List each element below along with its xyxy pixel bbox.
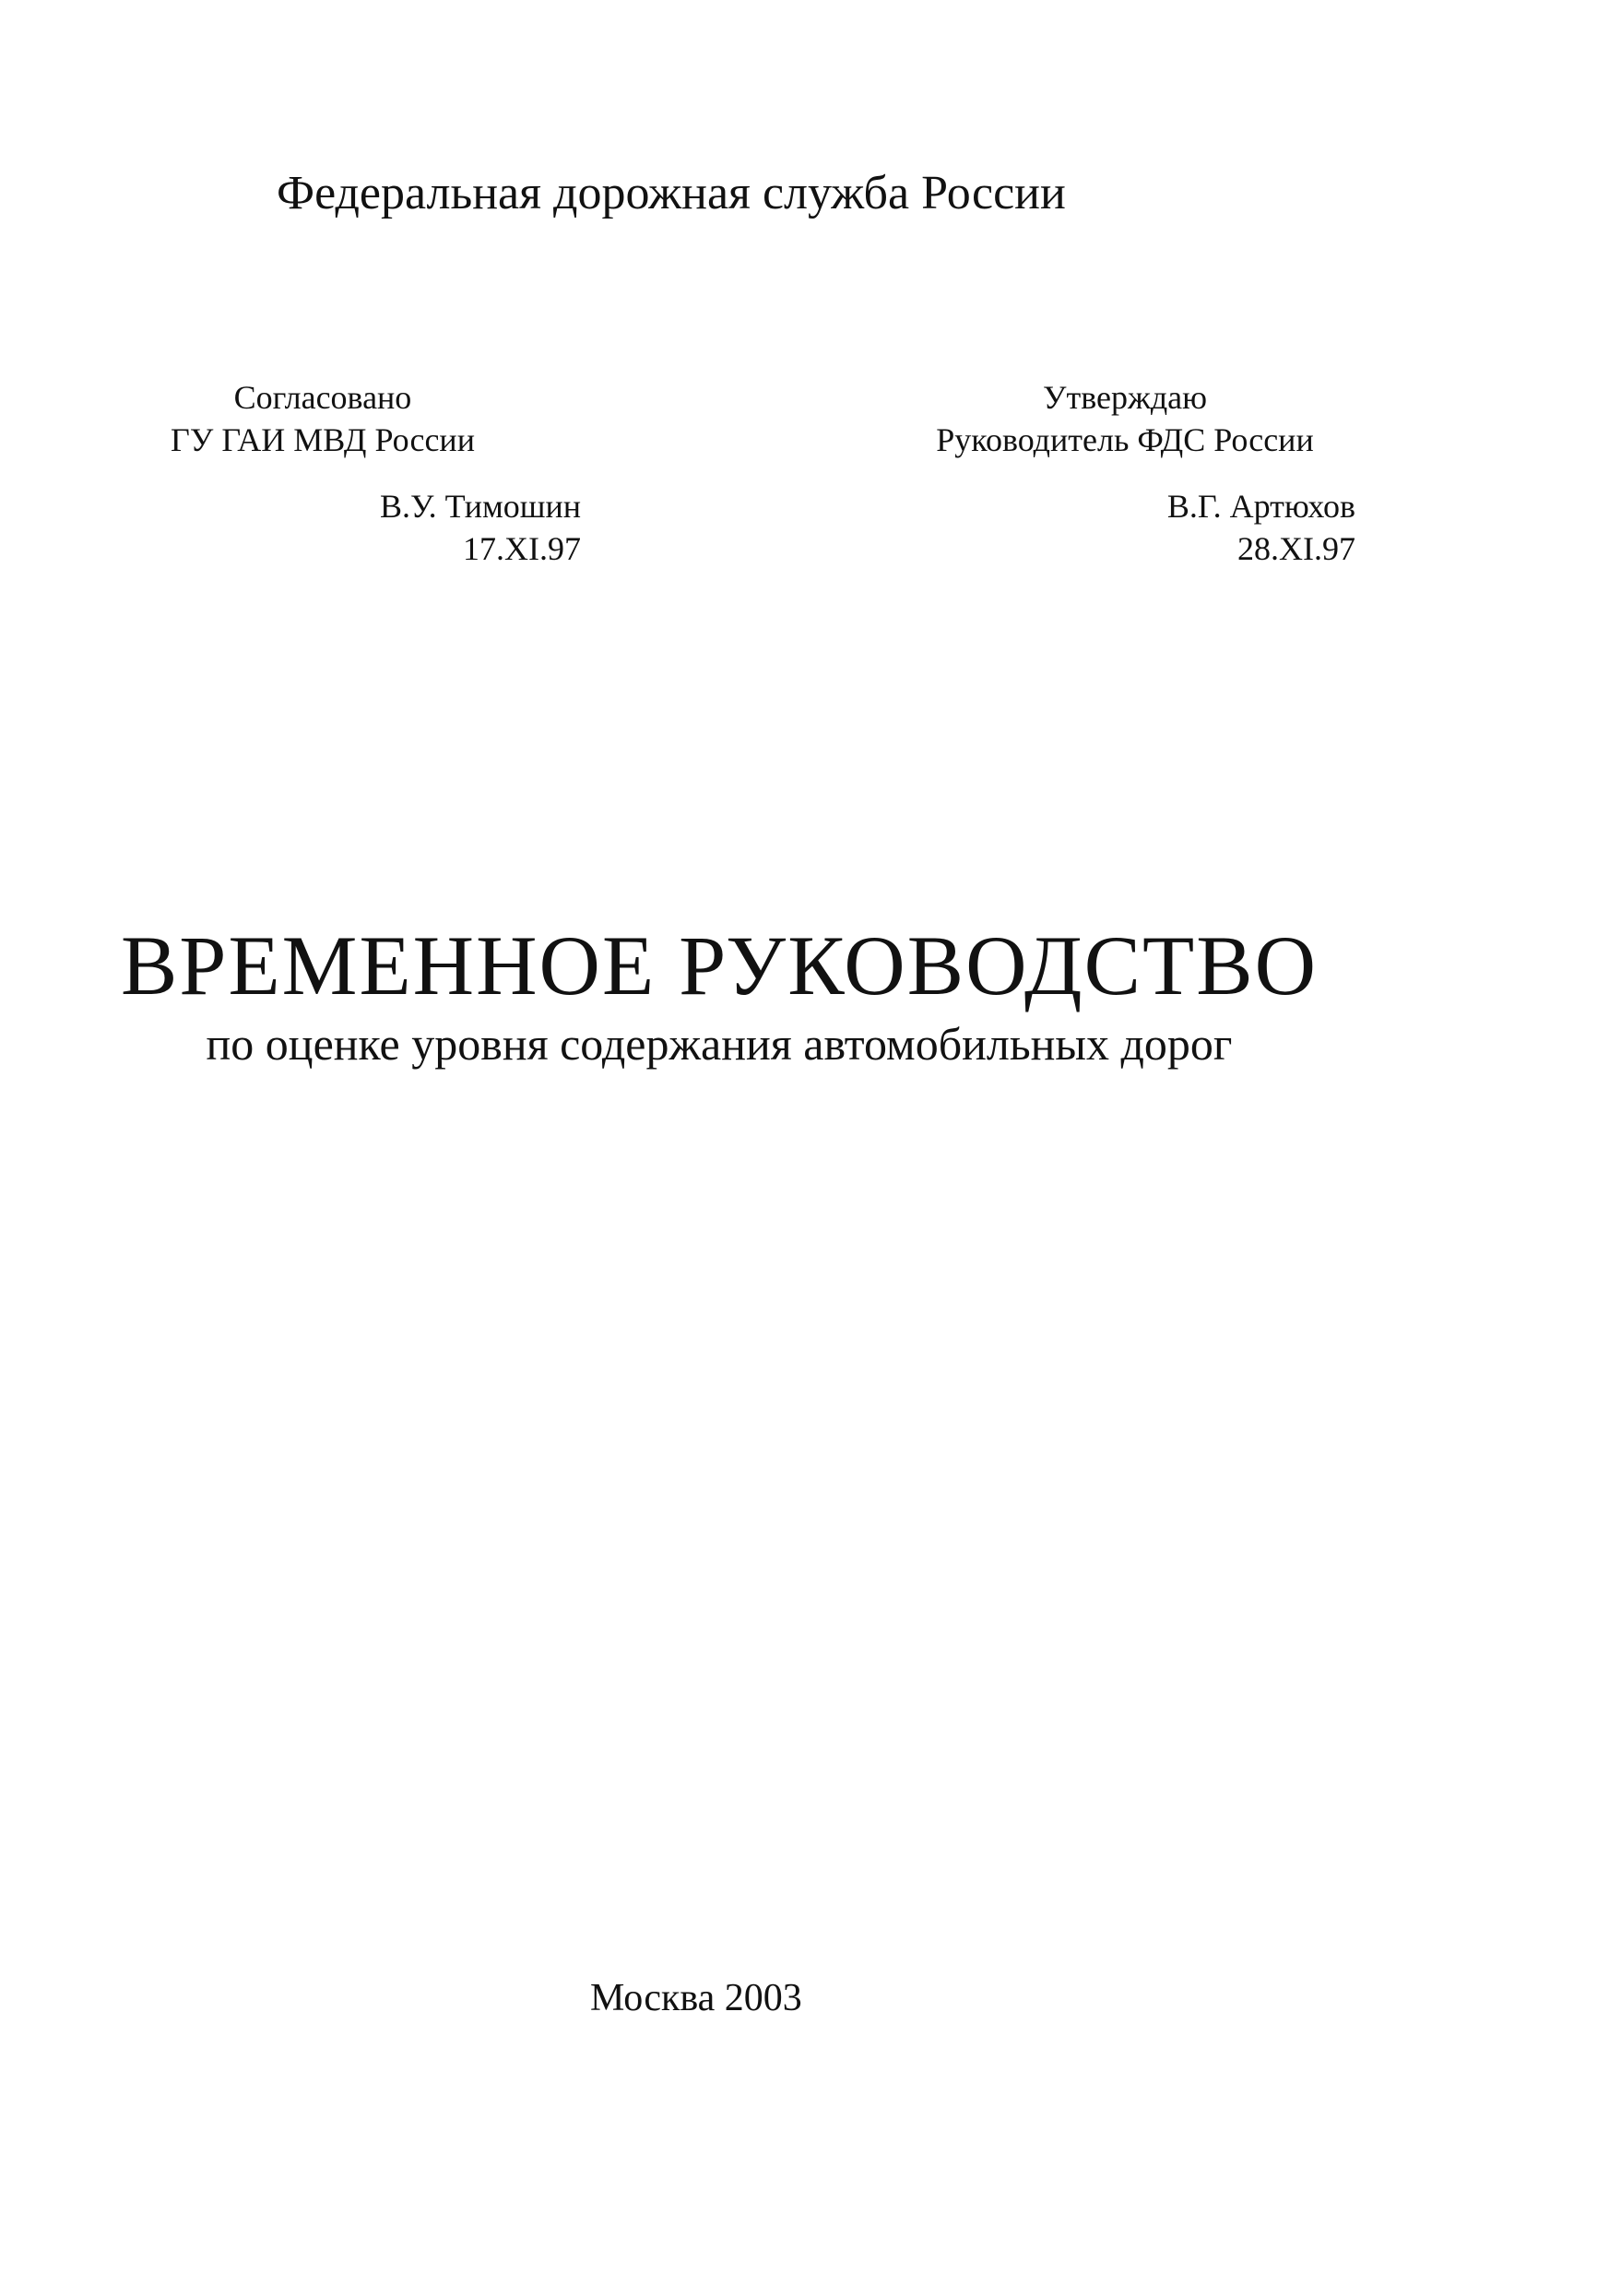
- approved-signature-block: [977, 485, 1355, 570]
- approved-date: 28.XI.97: [1237, 530, 1355, 567]
- agreed-signature-block: [221, 485, 581, 570]
- approved-authority: Руководитель ФДС России: [936, 421, 1314, 458]
- approved-label: Утверждаю: [1042, 379, 1208, 416]
- approved-signatory: В.Г. Артюхов: [1166, 488, 1355, 525]
- agreed-block: [129, 376, 516, 461]
- organization-name: Федеральная дорожная служба России: [277, 167, 1066, 219]
- approved-block: [885, 376, 1365, 461]
- place-and-year: Москва 2003: [590, 1977, 802, 2019]
- agreed-label: Согласовано: [233, 379, 412, 416]
- agreed-date: 17.XI.97: [463, 530, 581, 567]
- document-title: ВРЕМЕННОЕ РУКОВОДСТВО: [120, 918, 1319, 1012]
- document-subtitle: по оценке уровня содержания автомобильных дорог: [206, 1018, 1233, 1070]
- agreed-authority: ГУ ГАИ МВД России: [171, 421, 475, 458]
- agreed-signatory: В.У. Тимошин: [379, 488, 581, 525]
